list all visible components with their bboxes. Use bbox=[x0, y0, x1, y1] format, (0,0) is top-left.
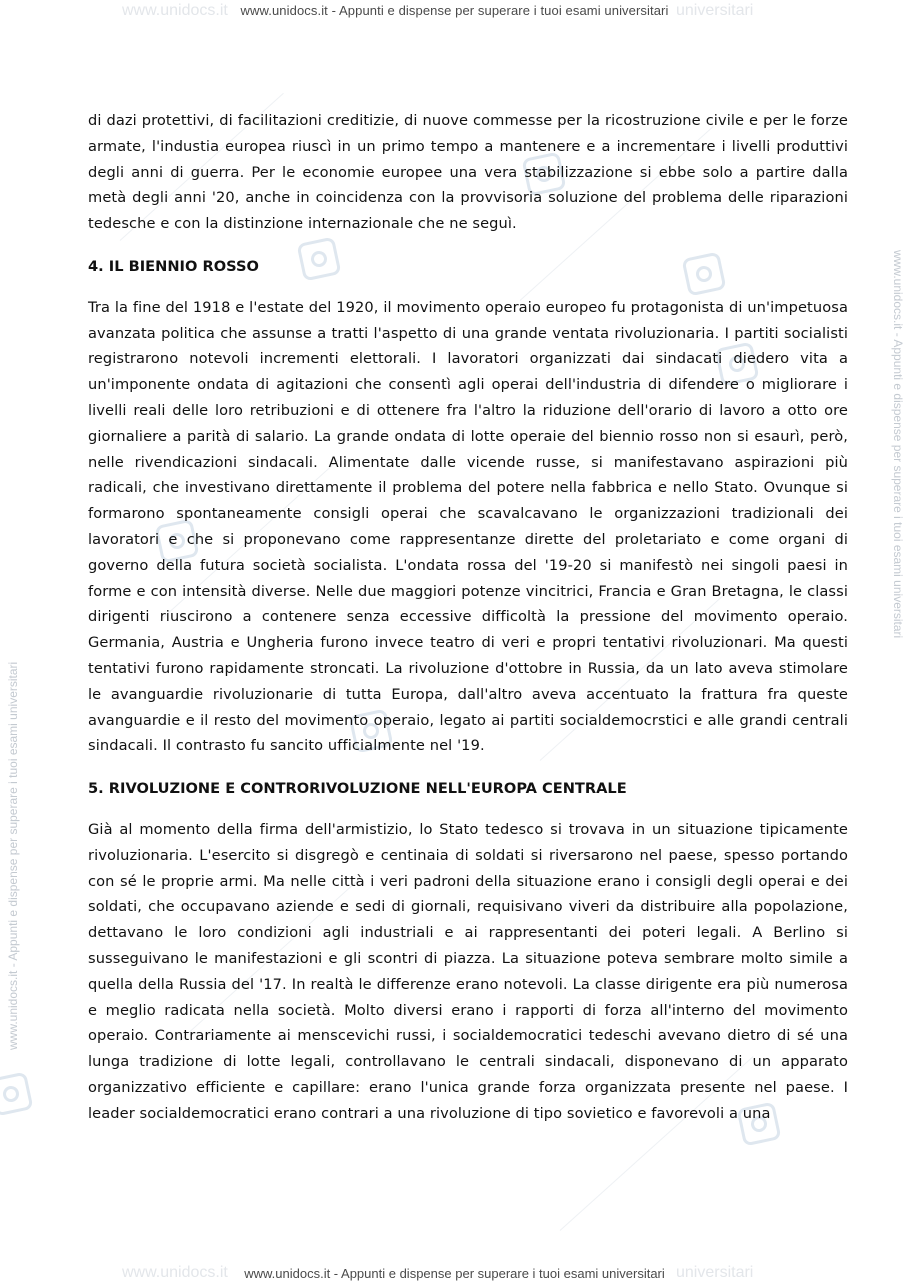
watermark-logo-icon bbox=[0, 1071, 34, 1116]
watermark-ghost-bottom: www.unidocs.it bbox=[122, 1264, 228, 1281]
paragraph-rivoluzione: Già al momento della firma dell'armistizio, lo Stato tedesco si trovava in un situazione tipicamente rivoluzionaria. L'esercito si disgregò e centinaia di soldati si riversarono nel paese, spesso portando con sé le proprie armi. Ma nelle città i veri padroni della situazione erano i consigli degli operai e dei soldati, che occupavano aziende e sedi di giornali, requisivano viveri da distribuire alla popolazione, dettavano le loro condizioni agli industriali e ai rappresentanti dei poteri legali. A Berlino si susseguivano le manifestazioni e gli scontri di piazza. La situazione poteva sembrare molto simile a quella della Russia del '17. In realtà le differenze erano notevoli. La classe dirigente era più numerosa e meglio radicata nella società. Molto diversi erano i rapporti di forza all'interno del movimento operaio. Contrariamente ai menscevichi russi, i socialdemocratici tedeschi avevano dietro di sé una lunga tradizione di lotte legali, controllavano le centrali sindacali, disponevano di un apparato organizzativo efficiente e capillare: erano l'unica grande forza organizzata presente nel paese. I leader socialdemocratici erano contrari a una rivoluzione di tipo sovietico e favorevoli a una bbox=[88, 820, 848, 1122]
document-body bbox=[88, 108, 848, 1126]
paragraph-biennio-rosso: Tra la fine del 1918 e l'estate del 1920, il movimento operaio europeo fu protagonista di un'impetuosa avanzata politica che assunse a tratti l'aspetto di una grande ventata rivoluzionaria. I partiti socialisti registrarono notevoli incrementi elettorali. I lavoratori organizzati dai sindacati diedero vita a un'imponente ondata di agitazioni che consentì agli operai dell'industria di difendere o migliorare i livelli reali delle loro retribuzioni e di ottenere fra l'altro la riduzione dell'orario di lavoro a otto ore giornaliere a parità di salario. La grande ondata di lotte operaie del biennio rosso non si esaurì, però, nelle rivendicazioni sindacali. Alimentate dalle vicende russe, si manifestavano aspirazioni più radicali, che investivano direttamente il problema del potere nella fabbrica e nello Stato. Ovunque si formarono spontaneamente consigli operai che scavalcavano le organizzazioni tradizionali dei lavoratori e che si proponevano come rappresentanze dirette del proletariato e come organi di governo della futura società socialista. L'ondata rossa del '19-20 si manifestò nei singoli paesi in forme e con intensità diverse. Nelle due maggiori potenze vincitrici, Francia e Gran Bretagna, le classi dirigenti riuscirono a contenere senza eccessive difficoltà la pressione del movimento operaio. Germania, Austria e Ungheria furono invece teatro di veri e propri tentativi rivoluzionari. Ma questi tentativi furono rapidamente stroncati. La rivoluzione d'ottobre in Russia, da un lato aveva stimolare le avanguardie rivoluzionarie di tutta Europa, dall'altro aveva accentuato la frattura fra queste avanguardie e il resto del movimento operaio, legato ai partiti socialdemocrstici e alle grandi centrali sindacali. Il contrasto fu sancito ufficialmente nel '19. bbox=[88, 298, 848, 755]
watermark-ghost-top: www.unidocs.it bbox=[122, 2, 228, 19]
section-heading-biennio-rosso: 4. IL BIENNIO ROSSO bbox=[88, 257, 259, 275]
watermark-banner-top: www.unidocs.it - Appunti e dispense per superare i tuoi esami universitari bbox=[240, 3, 669, 18]
watermark-banner-bottom: www.unidocs.it - Appunti e dispense per superare i tuoi esami universitari bbox=[244, 1266, 665, 1281]
watermark-ghost-top-right: universitari bbox=[676, 2, 754, 19]
section-heading-rivoluzione: 5. RIVOLUZIONE E CONTRORIVOLUZIONE NELL'EUROPA CENTRALE bbox=[88, 780, 627, 798]
watermark-ghost-bottom-right: universitari bbox=[676, 1264, 754, 1281]
watermark-side-left: www.unidocs.it - Appunti e dispense per superare i tuoi esami universitari bbox=[6, 661, 20, 1050]
paragraph-intro: di dazi protettivi, di facilitazioni creditizie, di nuove commesse per la ricostruzione civile e per le forze armate, l'industia europea riuscì in un primo tempo a mantenere e a incrementare i livelli produttivi degli anni di guerra. Per le economie europee una vera stabilizzazione si ebbe solo a partire dalla metà degli anni '20, anche in coincidenza con la provvisoria soluzione del problema delle riparazioni tedesche e con la distinzione internazionale che ne seguì. bbox=[88, 112, 848, 233]
watermark-side-right: www.unidocs.it - Appunti e dispense per superare i tuoi esami universitari bbox=[891, 250, 905, 639]
